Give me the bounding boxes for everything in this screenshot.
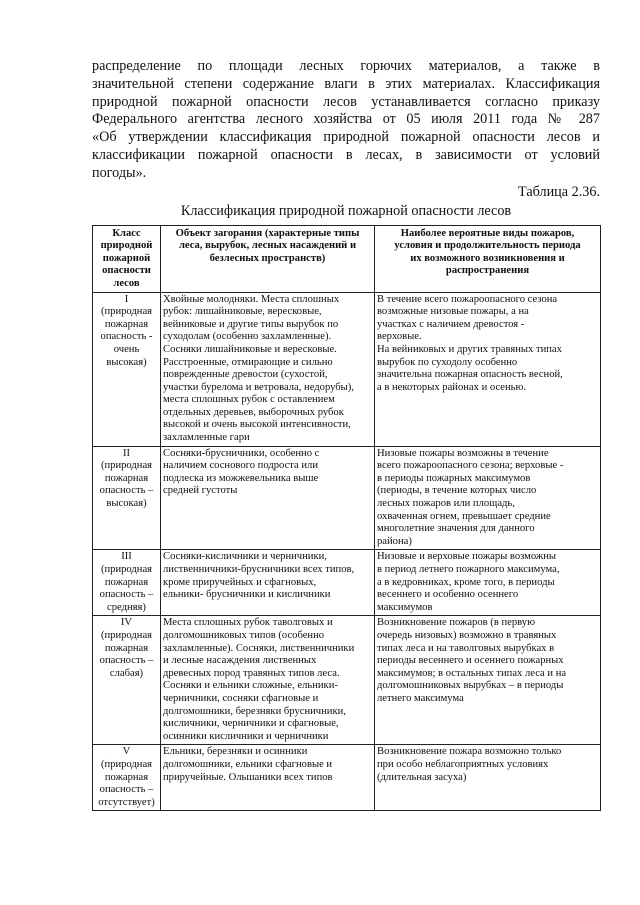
fire-cell-line: а в некоторых районах и осенью.	[377, 381, 527, 393]
object-cell-line: Хвойные молодняки. Места сплошных	[163, 293, 340, 305]
fire-cell-line: типах леса и на таволговых вырубках в	[377, 642, 555, 654]
header-object-line: Объект загорания (характерные типы	[175, 227, 360, 239]
fire-cell-line: периоды весеннего и осеннего пожарных	[377, 655, 564, 667]
class-cell-line: II	[122, 447, 131, 459]
header-class	[93, 225, 161, 292]
object-cell-line: долгомошники, ельники сфагновые и	[163, 758, 333, 770]
object-cell	[161, 745, 375, 811]
class-cell-line: высокая)	[106, 498, 147, 510]
fire-cell-line: Низовые и верховые пожары возможны	[377, 551, 557, 563]
fire-cell-line: Возникновение пожаров (в первую	[377, 617, 535, 629]
class-cell-line: средняя)	[107, 601, 146, 613]
fire-cell-line: охваченная огнем, превышает средние	[377, 510, 551, 522]
fire-cell-line: многолетние значения для данного	[377, 523, 535, 535]
object-cell-line: ельники- брусничники и кисличники	[163, 589, 331, 601]
object-cell-line: места сплошных рубок с оставлением	[163, 394, 335, 406]
class-cell-line: слабая)	[109, 667, 144, 679]
fire-cell	[375, 446, 601, 550]
class-cell-line: очень	[113, 343, 140, 355]
object-cell-line: приручейные. Ольшаники всех типов	[163, 771, 333, 783]
object-cell-line: подлеска из можжевельника выше	[163, 472, 319, 484]
object-cell-line: рубок: лишайниковые, вересковые,	[163, 306, 322, 318]
table-row	[93, 446, 601, 550]
table-row	[93, 616, 601, 745]
class-cell-line: (природная	[100, 306, 153, 318]
object-cell-line: участки бурелома и ветровала, недорубы),	[163, 381, 354, 393]
header-object-line: безлесных пространств)	[209, 252, 326, 264]
table-row	[93, 550, 601, 616]
header-class-line: опасности	[102, 265, 151, 277]
object-cell	[161, 292, 375, 446]
class-cell-line: (природная	[100, 564, 153, 576]
fire-cell-line: Возникновение пожара возможно только	[377, 746, 562, 758]
class-cell-line: высокая)	[106, 356, 147, 368]
class-cell-line: опасность -	[100, 331, 153, 343]
table-number: Таблица 2.36.	[518, 183, 600, 200]
object-cell-line: долгомошниковых типов (особенно	[163, 629, 325, 641]
class-cell-line: опасность –	[99, 589, 154, 601]
fire-cell-line: В течение всего пожароопасного сезона	[377, 293, 558, 305]
object-cell-line: лиственничники-брусничники всех типов,	[163, 564, 355, 576]
fire-cell-line: очередь низовых) возможно в травяных	[377, 629, 557, 641]
fire-cell-line: долгомошниковых вырубках – в периоды	[377, 680, 564, 692]
fire-cell-line: возможные низовые пожары, а на	[377, 306, 529, 318]
fire-danger-table	[92, 225, 601, 812]
fire-cell-line: вырубок по суходолу особенно	[377, 356, 518, 368]
intro-line: природной пожарной опасности лесов устанавливается согласно приказу	[92, 93, 600, 110]
fire-cell-line: района)	[377, 535, 412, 547]
object-cell-line: наличием соснового подроста или	[163, 460, 319, 472]
object-cell-line: Места сплошных рубок таволговых и	[163, 617, 333, 629]
class-cell-line: пожарная	[104, 318, 149, 330]
object-cell-line: осинники кисличники и черничники	[163, 730, 329, 742]
fire-cell-line: весеннего и особенно осеннего	[377, 589, 519, 601]
object-cell-line: Сосняки-брусничники, особенно с	[163, 447, 320, 459]
fire-cell-line: На вейниковых и других травяных типах	[377, 343, 562, 355]
class-cell	[93, 745, 161, 811]
fire-cell	[375, 745, 601, 811]
fire-cell-line: максимумов	[377, 601, 433, 613]
class-cell-line: опасность –	[99, 784, 154, 796]
object-cell-line: долгомошники, березняки брусничники,	[163, 705, 346, 717]
object-cell-line: Сосняки лишайниковые и вересковые.	[163, 343, 337, 355]
fire-cell-line: а в кедровниках, кроме того, в периоды	[377, 576, 555, 588]
header-class-line: Класс	[112, 227, 141, 239]
fire-cell-line: в период летнего пожарного максимума,	[377, 564, 560, 576]
class-cell-line: V	[122, 746, 131, 758]
object-cell-line: средней густоты	[163, 485, 238, 497]
fire-cell-line: Низовые пожары возможны в течение	[377, 447, 549, 459]
fire-cell-line: участках с наличием древостоя -	[377, 318, 525, 330]
object-cell-line: Ельники, березняки и осинники	[163, 746, 308, 758]
class-cell-line: I	[124, 293, 129, 305]
intro-line: значительной степени содержание влаги в этих материалах. Классификация	[92, 75, 600, 92]
table-title: Классификация природной пожарной опасности лесов	[180, 202, 512, 219]
class-cell-line: IV	[120, 617, 133, 629]
class-cell-line: опасность –	[99, 485, 154, 497]
fire-cell-line: всего пожароопасного сезона; верховые -	[377, 460, 564, 472]
header-class-line: лесов	[113, 277, 140, 289]
header-object	[161, 225, 375, 292]
object-cell	[161, 446, 375, 550]
table-header-row	[93, 225, 601, 292]
object-cell	[161, 550, 375, 616]
class-cell-line: пожарная	[104, 472, 149, 484]
class-cell-line: (природная	[100, 629, 153, 641]
object-cell-line: древесных пород травяных типов леса.	[163, 667, 340, 679]
header-fire-line: их возможного возникновения и	[410, 252, 565, 264]
class-cell	[93, 446, 161, 550]
fire-cell-line: лесных пожаров или площадь,	[377, 498, 515, 510]
class-cell	[93, 616, 161, 745]
object-cell-line: и лесные насаждения лиственных	[163, 655, 317, 667]
class-cell-line: отсутствует)	[98, 796, 155, 808]
fire-cell-line: (длительная засуха)	[377, 771, 467, 783]
object-cell-line: высокой и очень высокой интенсивности,	[163, 419, 351, 431]
class-cell	[93, 292, 161, 446]
class-cell-line: опасность –	[99, 655, 154, 667]
class-cell-line: пожарная	[104, 576, 149, 588]
object-cell-line: Сосняки-кисличники и черничники,	[163, 551, 327, 563]
class-cell-line: (природная	[100, 460, 153, 472]
header-class-line: природной	[100, 240, 153, 252]
fire-cell-line: максимумов; в остальных типах леса и на	[377, 667, 567, 679]
object-cell	[161, 616, 375, 745]
header-fire	[375, 225, 601, 292]
intro-line: распределение по площади лесных горючих материалов, а также в	[92, 58, 600, 74]
object-cell-line: Сосняки и ельники сложные, ельники-	[163, 680, 338, 692]
fire-cell-line: летнего максимума	[377, 692, 464, 704]
document-page	[92, 58, 600, 811]
intro-line: погоды».	[92, 164, 147, 181]
class-cell-line: (природная	[100, 758, 153, 770]
fire-cell-line: значительна пожарная опасность весной,	[377, 369, 563, 381]
object-cell-line: захламленные). Сосняки, лиственничники	[163, 642, 355, 654]
object-cell-line: Расстроенные, отмирающие и сильно	[163, 356, 333, 368]
class-cell-line: пожарная	[104, 642, 149, 654]
intro-line: Федерального агентства лесного хозяйства от 05 июля 2011 года № 287	[92, 111, 600, 128]
object-cell-line: кисличники, черничники и сфагновые,	[163, 718, 339, 730]
object-cell-line: черничники, сосняки сфагновые и	[163, 692, 319, 704]
header-fire-line: распространения	[445, 265, 530, 277]
fire-cell	[375, 550, 601, 616]
object-cell-line: кроме приручейных и сфагновых,	[163, 576, 317, 588]
header-fire-line: Наиболее вероятные виды пожаров,	[400, 227, 575, 239]
header-class-line: пожарной	[102, 252, 151, 264]
fire-cell-line: верховые.	[377, 331, 422, 343]
class-cell-line: III	[121, 551, 132, 563]
object-cell-line: поврежденные древостои (сухостой,	[163, 369, 328, 381]
fire-cell	[375, 616, 601, 745]
object-cell-line: отдельных деревьев, выборочных рубок	[163, 406, 344, 418]
intro-line: классификации пожарной опасности в лесах, в зависимости от условий	[92, 146, 600, 163]
class-cell	[93, 550, 161, 616]
object-cell-line: захламленные гари	[163, 432, 250, 444]
fire-cell-line: в периоды пожарных максимумов	[377, 472, 531, 484]
class-cell-line: пожарная	[104, 771, 149, 783]
fire-cell-line: (периоды, в течение которых число	[377, 485, 537, 497]
intro-line: «Об утверждении классификация природной пожарной опасности лесов и	[92, 129, 600, 146]
object-cell-line: вейниковые и другие типы вырубок по	[163, 318, 339, 330]
fire-cell	[375, 292, 601, 446]
object-cell-line: суходолам (особенно захламленные).	[163, 331, 332, 343]
header-fire-line: условия и продолжительность периода	[394, 240, 581, 252]
intro-paragraph	[92, 58, 600, 183]
table-row	[93, 292, 601, 446]
fire-cell-line: при особо неблагоприятных условиях	[377, 758, 549, 770]
header-object-line: леса, вырубок, лесных насаждений и	[178, 240, 357, 252]
table-row	[93, 745, 601, 811]
